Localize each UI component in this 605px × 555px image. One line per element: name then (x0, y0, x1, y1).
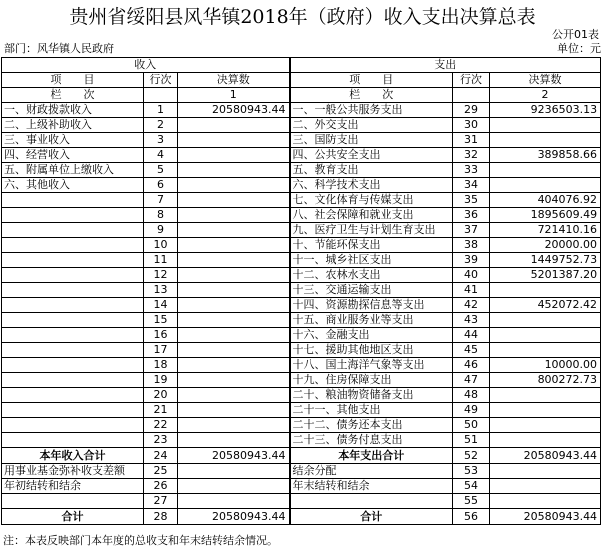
expense-row-no: 50 (453, 418, 490, 433)
expense-item: 二十、粮油物资储备支出 (290, 388, 453, 403)
expense-item: 合计 (290, 509, 453, 525)
summary-table (1, 57, 601, 525)
expense-amount: 721410.16 (490, 223, 601, 238)
expense-column-label: 栏 次 (290, 88, 453, 103)
income-item: 年初结转和结余 (2, 479, 144, 494)
table-row (2, 388, 601, 403)
expense-item: 六、科学技术支出 (290, 178, 453, 193)
income-row-no: 7 (144, 193, 178, 208)
income-item: 五、附属单位上缴收入 (2, 163, 144, 178)
table-row (2, 148, 601, 163)
expense-amount: 10000.00 (490, 358, 601, 373)
department-label: 部门：风华镇人民政府 (4, 42, 114, 55)
expense-column-blank (453, 88, 490, 103)
table-row (2, 283, 601, 298)
table-row (2, 464, 601, 479)
expense-row-no: 43 (453, 313, 490, 328)
income-amount (178, 388, 290, 403)
income-row-no: 17 (144, 343, 178, 358)
expense-item-header: 项 目 (290, 73, 453, 88)
income-row-no: 25 (144, 464, 178, 479)
expense-item: 二十二、债务还本支出 (290, 418, 453, 433)
table-row (2, 479, 601, 494)
expense-item: 三、国防支出 (290, 133, 453, 148)
income-amount (178, 163, 290, 178)
income-amount (178, 373, 290, 388)
expense-row-no: 53 (453, 464, 490, 479)
expense-amount: 389858.66 (490, 148, 601, 163)
expense-row-no: 45 (453, 343, 490, 358)
expense-amount (490, 178, 601, 193)
expense-row-no: 49 (453, 403, 490, 418)
expense-row-no: 54 (453, 479, 490, 494)
expense-row-no: 56 (453, 509, 490, 525)
income-item (2, 238, 144, 253)
income-column-blank (144, 88, 178, 103)
income-row-no: 23 (144, 433, 178, 448)
income-row-no: 27 (144, 494, 178, 509)
income-item: 用事业基金弥补收支差额 (2, 464, 144, 479)
income-amount (178, 208, 290, 223)
expense-row-no: 33 (453, 163, 490, 178)
expense-row-no: 52 (453, 448, 490, 464)
table-row (2, 163, 601, 178)
table-row (2, 223, 601, 238)
expense-amount (490, 418, 601, 433)
table-row (2, 118, 601, 133)
income-row-no: 5 (144, 163, 178, 178)
expense-item: 本年支出合计 (290, 448, 453, 464)
expense-row-no: 37 (453, 223, 490, 238)
income-amount (178, 283, 290, 298)
table-row (2, 373, 601, 388)
income-row-no: 18 (144, 358, 178, 373)
expense-item: 二、外交支出 (290, 118, 453, 133)
page-title: 贵州省绥阳县风华镇2018年（政府）收入支出决算总表 (69, 6, 536, 28)
income-row-no: 2 (144, 118, 178, 133)
income-amount: 20580943.44 (178, 509, 290, 525)
income-item: 合计 (2, 509, 144, 525)
expense-amount: 5201387.20 (490, 268, 601, 283)
table-row (2, 103, 601, 118)
income-row-no: 24 (144, 448, 178, 464)
table-row (2, 193, 601, 208)
table-row (2, 509, 601, 525)
expense-item: 二十三、债务付息支出 (290, 433, 453, 448)
income-row-no: 10 (144, 238, 178, 253)
expense-amount (490, 283, 601, 298)
expense-row-no: 32 (453, 148, 490, 163)
income-amount (178, 298, 290, 313)
income-amount-header: 决算数 (178, 73, 290, 88)
income-item (2, 313, 144, 328)
income-item (2, 283, 144, 298)
expense-item: 二十一、其他支出 (290, 403, 453, 418)
income-amount (178, 148, 290, 163)
expense-item: 十七、援助其他地区支出 (290, 343, 453, 358)
income-rowno-header: 行次 (144, 73, 178, 88)
expense-amount: 800272.73 (490, 373, 601, 388)
table-row (2, 418, 601, 433)
table-row (2, 494, 601, 509)
expense-row-no: 41 (453, 283, 490, 298)
expense-amount (490, 163, 601, 178)
income-amount (178, 403, 290, 418)
income-item (2, 298, 144, 313)
income-row-no: 21 (144, 403, 178, 418)
income-item: 二、上级补助收入 (2, 118, 144, 133)
income-item (2, 494, 144, 509)
income-item (2, 373, 144, 388)
income-header: 收入 (2, 58, 290, 73)
income-row-no: 9 (144, 223, 178, 238)
expense-row-no: 42 (453, 298, 490, 313)
income-row-no: 16 (144, 328, 178, 343)
unit-label: 单位：元 (557, 42, 601, 55)
income-row-no: 15 (144, 313, 178, 328)
income-row-no: 22 (144, 418, 178, 433)
income-row-no: 26 (144, 479, 178, 494)
income-item-header: 项 目 (2, 73, 144, 88)
income-row-no: 13 (144, 283, 178, 298)
expense-row-no: 35 (453, 193, 490, 208)
expense-item: 四、公共安全支出 (290, 148, 453, 163)
expense-row-no: 51 (453, 433, 490, 448)
income-item (2, 193, 144, 208)
expense-amount: 1895609.49 (490, 208, 601, 223)
income-item (2, 358, 144, 373)
table-row (2, 298, 601, 313)
income-amount (178, 193, 290, 208)
income-item (2, 223, 144, 238)
expense-item: 九、医疗卫生与计划生育支出 (290, 223, 453, 238)
expense-column-number: 2 (490, 88, 601, 103)
expense-row-no: 40 (453, 268, 490, 283)
income-amount (178, 313, 290, 328)
income-amount (178, 358, 290, 373)
table-body (2, 103, 601, 525)
expense-item: 十五、商业服务业等支出 (290, 313, 453, 328)
expense-amount (490, 388, 601, 403)
expense-amount (490, 133, 601, 148)
expense-amount (490, 403, 601, 418)
income-row-no: 14 (144, 298, 178, 313)
income-amount (178, 418, 290, 433)
expense-row-no: 39 (453, 253, 490, 268)
income-item (2, 433, 144, 448)
table-row (2, 343, 601, 358)
income-item (2, 418, 144, 433)
income-amount (178, 494, 290, 509)
expense-item: 十三、交通运输支出 (290, 283, 453, 298)
table-row (2, 358, 601, 373)
expense-amount: 404076.92 (490, 193, 601, 208)
table-row (2, 328, 601, 343)
expense-item: 结余分配 (290, 464, 453, 479)
table-row (2, 448, 601, 464)
expense-item: 十一、城乡社区支出 (290, 253, 453, 268)
expense-amount (490, 433, 601, 448)
income-item: 六、其他收入 (2, 178, 144, 193)
expense-row-no: 29 (453, 103, 490, 118)
income-amount (178, 464, 290, 479)
income-item (2, 343, 144, 358)
income-amount (178, 133, 290, 148)
table-row (2, 178, 601, 193)
income-row-no: 20 (144, 388, 178, 403)
expense-amount: 20580943.44 (490, 448, 601, 464)
expense-item: 十、节能环保支出 (290, 238, 453, 253)
table-row (2, 433, 601, 448)
expense-amount (490, 479, 601, 494)
expense-item: 十二、农林水支出 (290, 268, 453, 283)
expense-amount: 20000.00 (490, 238, 601, 253)
income-row-no: 4 (144, 148, 178, 163)
income-item (2, 403, 144, 418)
expense-item: 年末结转和结余 (290, 479, 453, 494)
income-column-number: 1 (178, 88, 290, 103)
expense-item: 一、一般公共服务支出 (290, 103, 453, 118)
table-row (2, 268, 601, 283)
table-row (2, 313, 601, 328)
expense-row-no: 44 (453, 328, 490, 343)
income-row-no: 6 (144, 178, 178, 193)
income-amount (178, 118, 290, 133)
expense-item: 十六、金融支出 (290, 328, 453, 343)
table-row (2, 238, 601, 253)
income-amount (178, 223, 290, 238)
footnote: 注：本表反映部门本年度的总收支和年末结转结余情况。 (3, 534, 278, 547)
table-row (2, 133, 601, 148)
expense-amount: 1449752.73 (490, 253, 601, 268)
expense-amount (490, 313, 601, 328)
form-code: 公开01表 (552, 28, 599, 41)
income-item: 三、事业收入 (2, 133, 144, 148)
income-amount (178, 178, 290, 193)
income-amount: 20580943.44 (178, 448, 290, 464)
expense-row-no: 30 (453, 118, 490, 133)
income-row-no: 8 (144, 208, 178, 223)
income-amount (178, 328, 290, 343)
expense-row-no: 34 (453, 178, 490, 193)
table-row (2, 253, 601, 268)
income-amount (178, 253, 290, 268)
income-row-no: 3 (144, 133, 178, 148)
expense-amount (490, 343, 601, 358)
income-item (2, 328, 144, 343)
expense-header: 支出 (290, 58, 601, 73)
expense-item (290, 494, 453, 509)
income-row-no: 11 (144, 253, 178, 268)
income-row-no: 19 (144, 373, 178, 388)
income-item: 一、财政拨款收入 (2, 103, 144, 118)
expense-row-no: 48 (453, 388, 490, 403)
expense-amount (490, 328, 601, 343)
income-amount (178, 343, 290, 358)
expense-amount: 20580943.44 (490, 509, 601, 525)
expense-amount (490, 464, 601, 479)
income-item (2, 388, 144, 403)
expense-row-no: 47 (453, 373, 490, 388)
income-column-label: 栏 次 (2, 88, 144, 103)
income-amount (178, 268, 290, 283)
income-row-no: 1 (144, 103, 178, 118)
income-item (2, 268, 144, 283)
expense-item: 十八、国土海洋气象等支出 (290, 358, 453, 373)
income-item: 四、经营收入 (2, 148, 144, 163)
expense-amount: 9236503.13 (490, 103, 601, 118)
expense-item: 十九、住房保障支出 (290, 373, 453, 388)
expense-amount (490, 118, 601, 133)
expense-rowno-header: 行次 (453, 73, 490, 88)
income-item: 本年收入合计 (2, 448, 144, 464)
income-amount (178, 433, 290, 448)
expense-row-no: 38 (453, 238, 490, 253)
expense-amount-header: 决算数 (490, 73, 601, 88)
expense-item: 七、文化体育与传媒支出 (290, 193, 453, 208)
expense-row-no: 36 (453, 208, 490, 223)
income-item (2, 208, 144, 223)
expense-item: 八、社会保障和就业支出 (290, 208, 453, 223)
income-amount (178, 238, 290, 253)
expense-row-no: 46 (453, 358, 490, 373)
table-row (2, 208, 601, 223)
expense-amount: 452072.42 (490, 298, 601, 313)
expense-row-no: 55 (453, 494, 490, 509)
income-row-no: 28 (144, 509, 178, 525)
income-amount (178, 479, 290, 494)
income-amount: 20580943.44 (178, 103, 290, 118)
income-row-no: 12 (144, 268, 178, 283)
expense-item: 五、教育支出 (290, 163, 453, 178)
expense-row-no: 31 (453, 133, 490, 148)
income-item (2, 253, 144, 268)
expense-item: 十四、资源勘探信息等支出 (290, 298, 453, 313)
table-row (2, 403, 601, 418)
expense-amount (490, 494, 601, 509)
